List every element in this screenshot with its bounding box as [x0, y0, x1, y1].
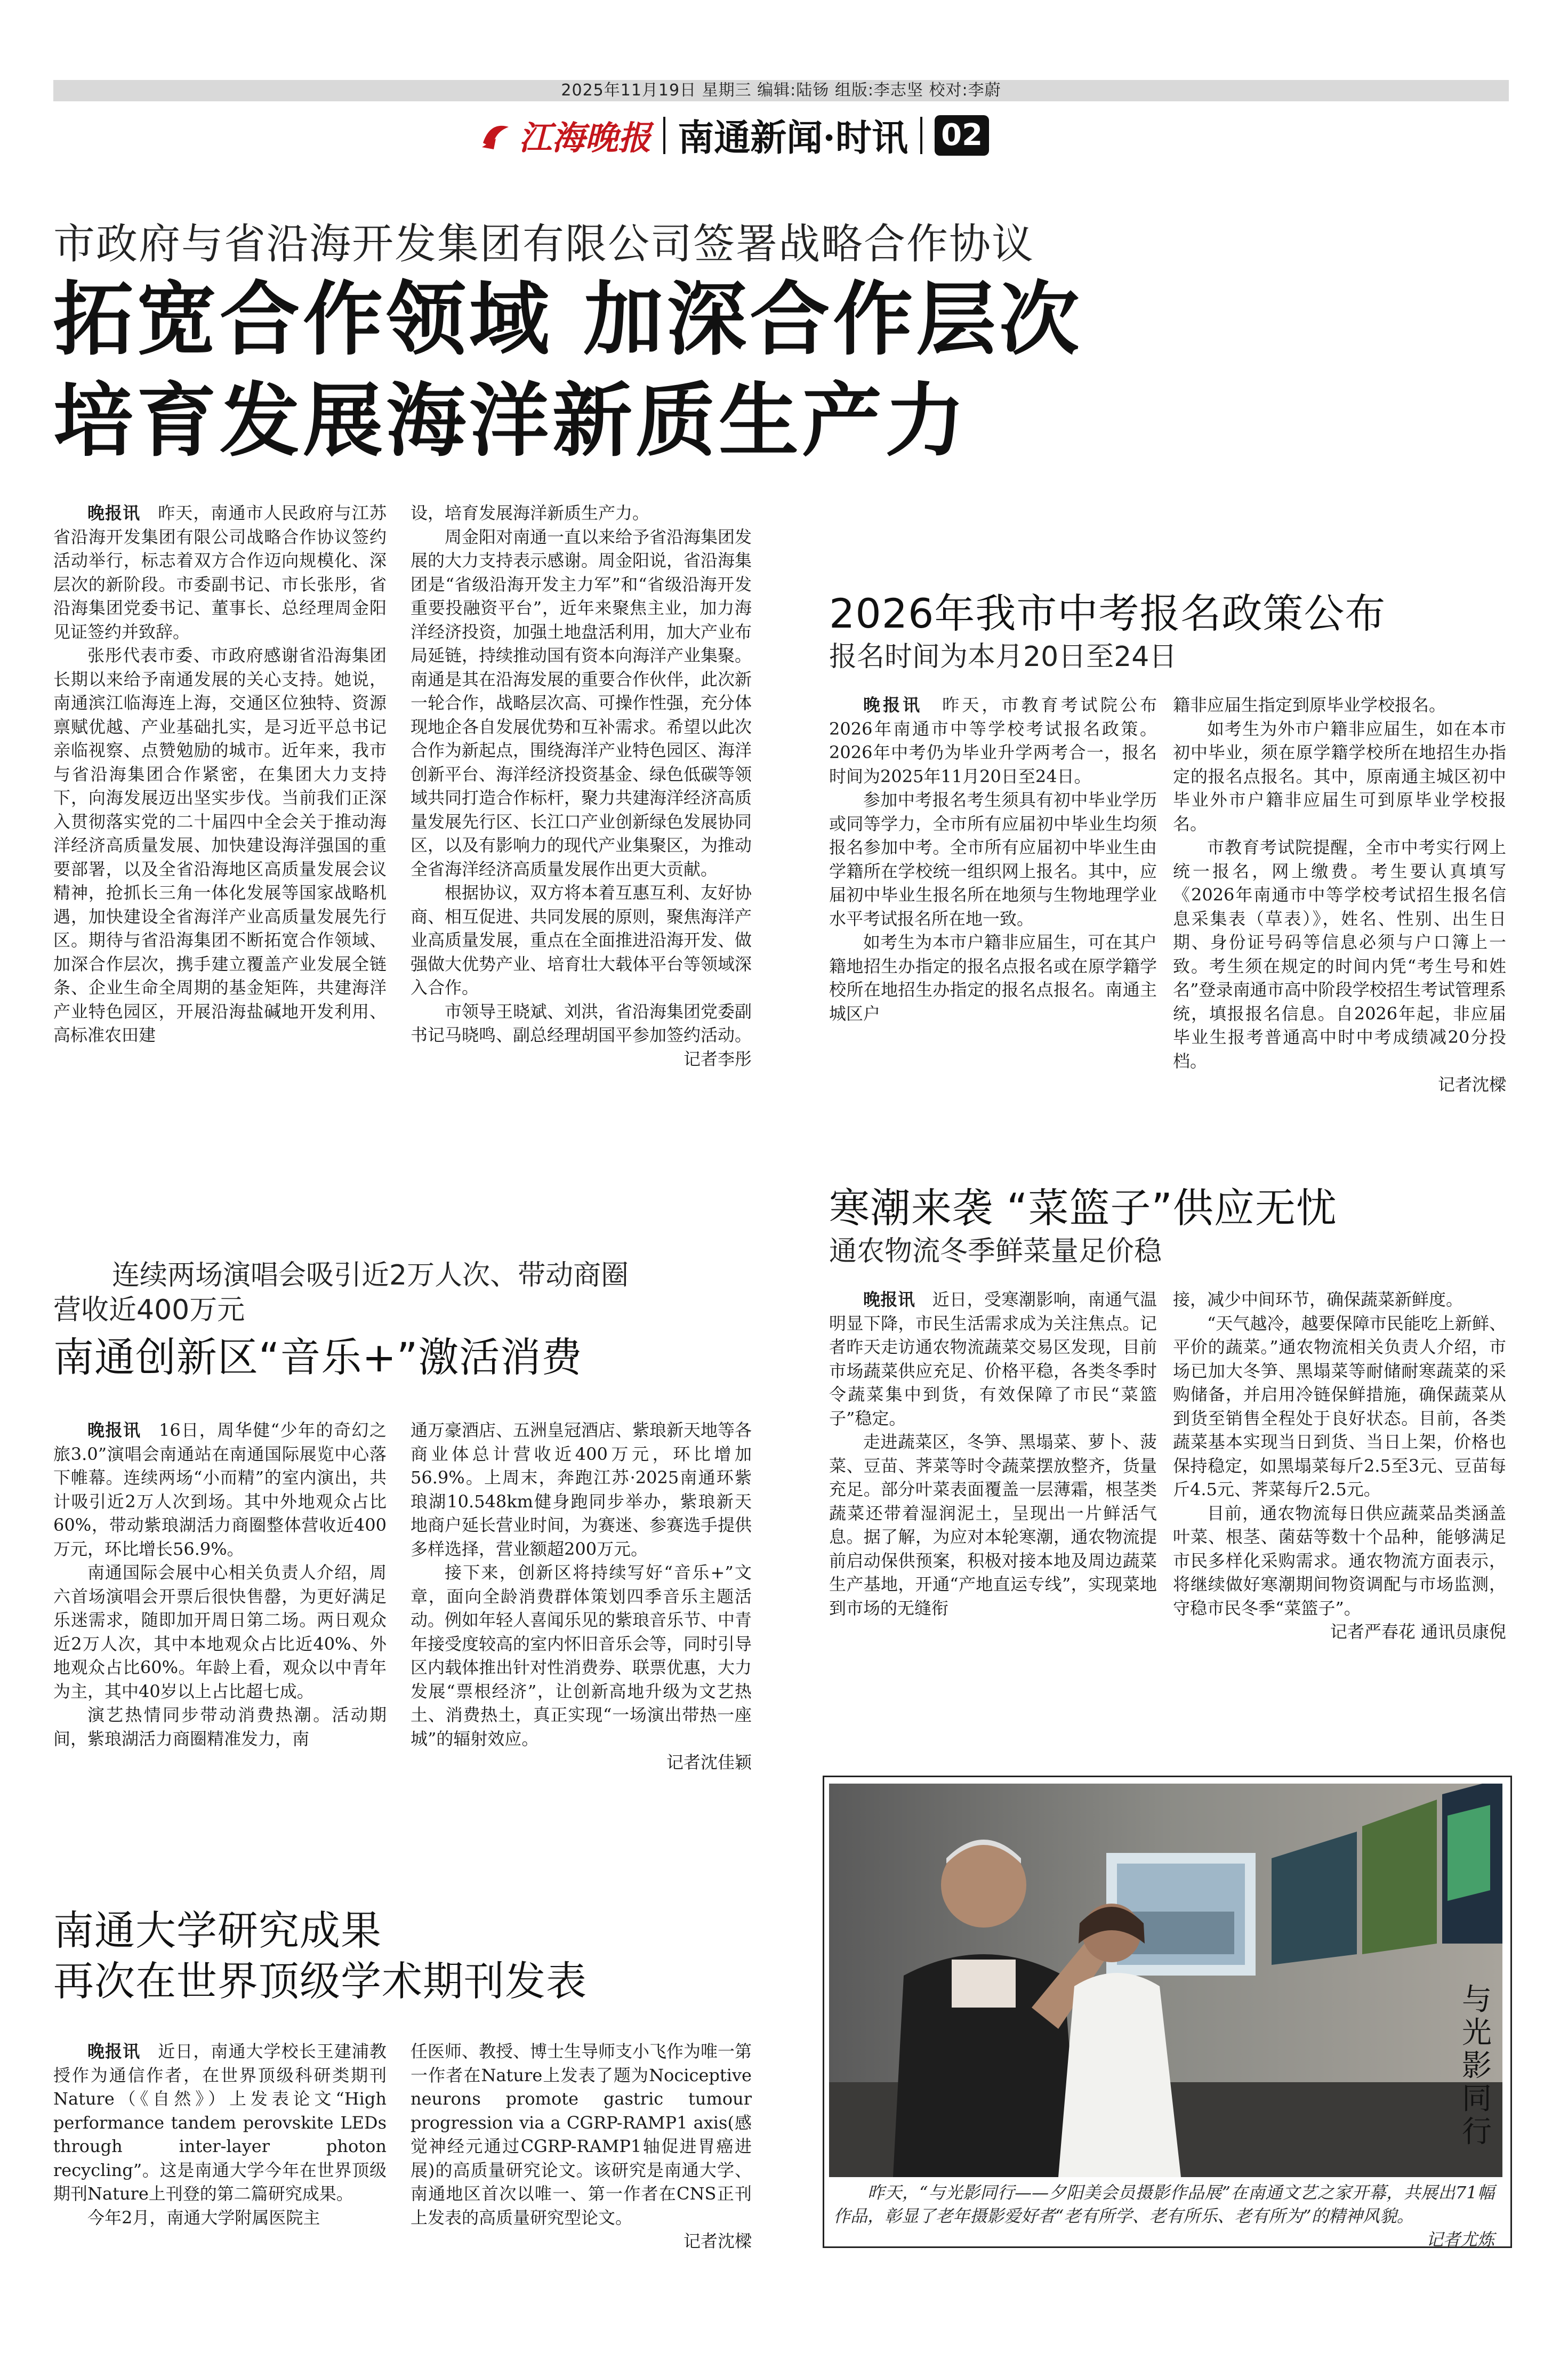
- vegetable-paragraph: 走进蔬菜区，冬笋、黑塌菜、萝卜、菠菜、豆苗、荠菜等时令蔬菜摆放整齐，货量充足。部分叶菜表面覆盖一层薄霜，根茎类蔬菜还带着湿润泥土，呈现出一片鲜活气息。据了解，为应对本轮寒潮，通农物流提前启动保供预案，积极对接本地及周边蔬菜生产基地，开通“产地直运专线”，实现菜地到市场的无缝衔: [829, 1432, 1157, 1618]
- university-author: 记者沈樑: [683, 2231, 752, 2251]
- zhongkao-column-1: [829, 693, 1157, 1098]
- university-title-line2: 再次在世界顶级学术期刊发表: [53, 1957, 587, 2005]
- vegetable-author: 记者严春花 通讯员康倪: [1330, 1622, 1506, 1642]
- university-paragraph: 今年2月，南通大学附属医院主: [87, 2207, 320, 2228]
- lead-story-paragraph: 市领导王晓斌、刘洪，省沿海集团党委副书记马晓鸣、副总经理胡国平参加签约活动。: [411, 1001, 752, 1045]
- dateline-bar: 2025年11月19日 星期三 编辑:陆钖 组版:李志坚 校对:李蔚: [53, 80, 1509, 101]
- music-column-2: [411, 1418, 752, 1872]
- music-paragraph: 南通国际会展中心相关负责人介绍，周六首场演唱会开票后很快售罄，为更好满足乐迷需求，随即加开周日第二场。两日观众近2万人次，其中本地观众占比近40%、外地观众占比60%。年龄上看，观众以中青年为主，其中40岁以上占比超七成。: [53, 1562, 387, 1701]
- lead-kicker: 市政府与省沿海开发集团有限公司签署战略合作协议: [53, 220, 1035, 268]
- music-column-1: [53, 1418, 387, 1872]
- zhongkao-column-2: [1173, 693, 1506, 1098]
- zhongkao-author: 记者沈樑: [1437, 1074, 1506, 1095]
- lead-tag: 晚报讯: [87, 503, 141, 523]
- photo-caption: [833, 2181, 1494, 2251]
- masthead: [480, 109, 1066, 157]
- lead-story-paragraph: 周金阳对南通一直以来给予省沿海集团发展的大力支持表示感谢。周金阳说，省沿海集团是“省级沿海开发主力军”和“省级沿海开发重要投融资平台”，近年来聚焦主业，加力海洋经济投资，加强土地盘活利用，加大产业布局延链，持续推动国有资本向海洋产业集聚。南通是其在沿海发展的重要合作伙伴，此次新一轮合作，战略层次高、可操作性强，充分体现地企各自发展优势和互补需求。希望以此次合作为新起点，围绕海洋产业特色园区、海洋创新平台、海洋经济投资基金、绿色低碳等领域共同打造合作标杆，聚力共建海洋经济高质量发展先行区、长江口产业创新绿色发展协同区，以及有影响力的现代产业集聚区，为推动全省海洋经济高质量发展作出更大贡献。: [411, 526, 752, 879]
- zhongkao-subtitle: 报名时间为本月20日至24日: [829, 641, 1177, 673]
- vegetable-paragraph: 接，减少中间环节，确保蔬菜新鲜度。: [1173, 1289, 1464, 1310]
- music-kicker-line2: 营收近400万元: [53, 1294, 245, 1326]
- lead-story-paragraph: 根据协议，双方将本着互惠互利、友好协商、相互促进、共同发展的原则，聚焦海洋产业高质量发展，重点在全面推进沿海开发、做强做大优势产业、培育壮大载体平台等领域深入合作。: [411, 882, 752, 998]
- lead-story-paragraph: 设，培育发展海洋新质生产力。: [411, 503, 650, 523]
- zhongkao-paragraph: 如考生为外市户籍非应届生，如在本市初中毕业，须在原学籍学校所在地招生办指定的报名点报名。其中，原南通主城区初中毕业外市户籍非应届生可到原毕业学校报名。: [1173, 718, 1506, 834]
- university-paragraph: 任医师、教授、博士生导师支小飞作为唯一第一作者在Nature上发表了题为Nociceptive neurons promote gastric tumour progression via a CGRP-RAMP1 axis(感觉神经元通过CGRP-RAMP1轴促进胃癌进展)的高质量研究论文。该研究是南通大学、南通地区首次以唯一、第一作者在CNS正刊上发表的高质量研究型论文。: [411, 2041, 752, 2228]
- music-paragraph: 通万豪酒店、五洲皇冠酒店、紫琅新天地等各商业体总计营收近400万元，环比增加56.9%。上周末，奔跑江苏·2025南通环紫琅湖10.548km健身跑同步举办，紫琅新天地商户延长营业时间，为赛迷、参赛选手提供多样选择，营业额超200万元。: [411, 1420, 752, 1559]
- vegetable-column-2: [1173, 1288, 1506, 1746]
- lead-tag: 晚报讯: [87, 2041, 141, 2061]
- lead-story-column-1: [53, 501, 387, 1237]
- lead-story-author: 记者李彤: [683, 1048, 752, 1069]
- lead-story-paragraph: 张彤代表市委、市政府感谢省沿海集团长期以来给予南通发展的关心支持。她说，南通滨江临海连上海，交通区位独特、资源禀赋优越、产业基础扎实，是习近平总书记亲临视察、点赞勉励的城市。近年来，我市与省沿海集团合作紧密，在集团大力支持下，向海发展迈出坚实步伐。当前我们正深入贯彻落实党的二十届四中全会关于推动海洋经济高质量发展、加快建设海洋强国的重要部署，以及全省沿海地区高质量发展会议精神，抢抓长三角一体化发展等国家战略机遇，加快建设全省海洋产业高质量发展先行区。期待与省沿海集团不断拓宽合作领域、加深合作层次，携手建立覆盖产业发展全链条、企业生命全周期的基金矩阵，共建海洋产业特色园区，开展沿海盐碱地开发利用、高标准农田建: [53, 645, 387, 1045]
- music-title: 南通创新区“音乐+”激活消费: [53, 1334, 583, 1381]
- lead-tag: 晚报讯: [87, 1420, 141, 1440]
- newspaper-logo-icon: [480, 119, 512, 151]
- vegetable-subtitle: 通农物流冬季鲜菜量足价稳: [829, 1235, 1162, 1267]
- vegetable-paragraph: “天气越冷，越要保障市民能吃上新鲜、平价的蔬菜。”通农物流相关负责人介绍，市场已加大冬笋、黑塌菜等耐储耐寒蔬菜的采购储备，并启用冷链保鲜措施，确保蔬菜从到货至销售全程处于良好状态。目前，各类蔬菜基本实现当日到货、当日上架，价格也保持稳定，如黑塌菜每斤2.5至3元、豆苗每斤4.5元、荠菜每斤2.5元。: [1173, 1313, 1506, 1499]
- newspaper-logo: 江海晚报: [519, 118, 652, 157]
- zhongkao-paragraph: 昨天，市教育考试院公布2026年南通市中等学校考试报名政策。2026年中考仍为毕业升学两考合一，报名时间为2025年11月20日至24日。: [829, 695, 1157, 786]
- lead-tag: 晚报讯: [863, 695, 923, 715]
- photo-caption-text: 昨天，“与光影同行——夕阳美会员摄影作品展”在南通文艺之家开幕，共展出71幅作品，彰显了老年摄影爱好者“老有所学、老有所乐、老有所为”的精神风貌。: [833, 2182, 1494, 2226]
- university-title-line1: 南通大学研究成果: [53, 1907, 382, 1954]
- zhongkao-paragraph: 如考生为本市户籍非应届生，可在其户籍地招生办指定的报名点报名或在原学籍学校所在地招生办指定的报名点报名。南通主城区户: [829, 932, 1157, 1024]
- page-number: 02: [935, 115, 989, 156]
- music-author: 记者沈佳颖: [666, 1752, 752, 1772]
- music-paragraph: 演艺热情同步带动消费热潮。活动期间，紫琅湖活力商圈精准发力，南: [53, 1705, 387, 1749]
- photo-credit: 记者尤炼: [1426, 2229, 1494, 2250]
- masthead-divider: [663, 117, 665, 154]
- zhongkao-paragraph: 市教育考试院提醒，全市中考实行网上统一报名，网上缴费。考生要认真填写《2026年南通市中等学校考试招生报名信息采集表（草表）》，姓名、性别、出生日期、身份证号码等信息必须与户口簿上一致。考生须在规定的时间内凭“考生号和姓名”登录南通市高中阶段学校招生考试管理系统，填报报名信息。自2026年起，非应届毕业生报考普通高中时中考成绩减20分投档。: [1173, 837, 1506, 1071]
- vegetable-paragraph: 目前，通农物流每日供应蔬菜品类涵盖叶菜、根茎、菌菇等数十个品种，能够满足市民多样化采购需求。通农物流方面表示，将继续做好寒潮期间物资调配与市场监测，守稳市民冬季“菜篮子”。: [1173, 1503, 1506, 1618]
- lead-story-column-2: [411, 501, 752, 1237]
- vegetable-paragraph: 近日，受寒潮影响，南通气温明显下降，市民生活需求成为关注焦点。记者昨天走访通农物流蔬菜交易区发现，目前市场蔬菜供应充足、价格平稳，各类冬季时令蔬菜集中到货，有效保障了市民“菜篮子”稳定。: [829, 1289, 1157, 1428]
- vegetable-title: 寒潮来袭 “菜篮子”供应无忧: [829, 1184, 1337, 1232]
- music-paragraph: 16日，周华健“少年的奇幻之旅3.0”演唱会南通站在南通国际展览中心落下帷幕。连续两场“小而精”的室内演出，共计吸引近2万人次到场。其中外地观众占比60%，带动紫琅湖活力商圈整体营收近400万元，环比增长56.9%。: [53, 1420, 387, 1559]
- lead-tag: 晚报讯: [863, 1289, 915, 1310]
- lead-story-paragraph: 昨天，南通市人民政府与江苏省沿海开发集团有限公司战略合作协议签约活动举行，标志着双方合作迈向规模化、深层次的新阶段。市委副书记、市长张彤，省沿海集团党委书记、董事长、总经理周金阳见证签约并致辞。: [53, 503, 387, 642]
- exhibition-photo: [829, 1784, 1502, 2177]
- zhongkao-paragraph: 参加中考报名考生须具有初中毕业学历或同等学力，全市所有应届初中毕业生均须报名参加中考。全市所有应届初中毕业生由学籍所在学校统一组织网上报名。其中，应届初中毕业生报名所在地须与生物地理学业水平考试报名所在地一致。: [829, 790, 1157, 929]
- zhongkao-title: 2026年我市中考报名政策公布: [829, 590, 1386, 637]
- university-column-1: [53, 2040, 387, 2338]
- lead-headline-line2: 培育发展海洋新质生产力: [53, 375, 969, 468]
- zhongkao-paragraph: 籍非应届生指定到原毕业学校报名。: [1173, 695, 1446, 715]
- section-name: 南通新闻·时讯: [678, 117, 908, 159]
- university-column-2: [411, 2040, 752, 2338]
- music-kicker-line1: 连续两场演唱会吸引近2万人次、带动商圈: [112, 1259, 629, 1291]
- lead-headline-line1: 拓宽合作领域 加深合作层次: [53, 274, 1083, 366]
- vegetable-column-1: [829, 1288, 1157, 1746]
- masthead-divider: [920, 117, 922, 154]
- photo-vertical-title: 与光影同行: [1462, 1982, 1492, 2149]
- music-paragraph: 接下来，创新区将持续写好“音乐+”文章，面向全龄消费群体策划四季音乐主题活动。例如年轻人喜闻乐见的紫琅音乐节、中青年接受度较高的室内怀旧音乐会等，同时引导区内载体推出针对性消费券、联票优惠，大力发展“票根经济”，让创新高地升级为文艺热土、消费热土，真正实现“一场演出带热一座城”的辐射效应。: [411, 1562, 752, 1749]
- university-paragraph: 近日，南通大学校长王建浦教授作为通信作者，在世界顶级科研类期刊Nature（《自然》）上发表论文“High performance tandem perovskite LEDs through inter-layer photon recycling”。这是南通大学今年在世界顶级期刊Nature上刊登的第二篇研究成果。: [53, 2041, 387, 2204]
